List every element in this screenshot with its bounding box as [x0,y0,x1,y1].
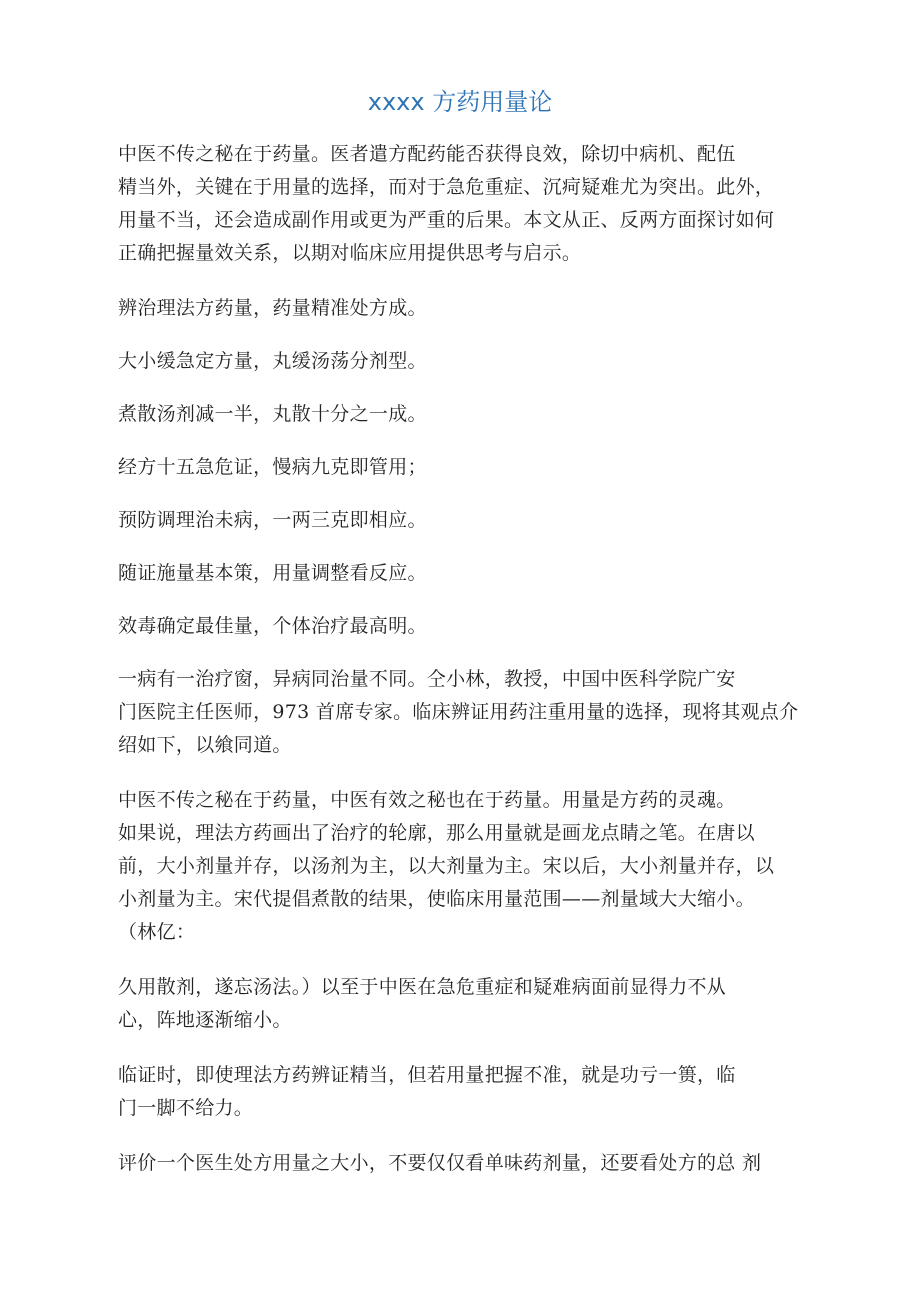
intro-paragraph [78,138,838,270]
text-line: 用量不当，还会造成副作用或更为严重的后果。本文从正、反两方面探讨如何 [118,209,775,231]
document-body [78,138,838,1180]
verse-line: 辨治理法方药量，药量精准处方成。 [118,297,427,319]
text-line: 小剂量为主。宋代提倡煮散的结果，使临床用量范围——剂量域大大缩小。 [118,888,755,910]
text-line: 门医院主任医师，973 首席专家。临床辨证用药注重用量的选择，现将其观点介 [118,701,799,723]
text-line: 中医不传之秘在于药量，中医有效之秘也在于药量。用量是方药的灵魂。 [118,789,736,811]
text-line: 中医不传之秘在于药量。医者遣方配药能否获得良效，除切中病机、配伍 [118,143,736,165]
powder-paragraph [78,971,838,1037]
verse-line: 煮散汤剂减一半，丸散十分之一成。 [118,403,427,425]
text-line: 绍如下，以飨同道。 [118,734,292,756]
verse-line: 大小缓急定方量，丸缓汤荡分剂型。 [118,350,427,372]
text-line: 精当外，关键在于用量的选择，而对于急危重症、沉疴疑难尤为突出。此外， [118,176,775,198]
text-line: 门一脚不给力。 [118,1097,254,1119]
verse-line: 随证施量基本策，用量调整看反应。 [118,562,427,584]
text-line: 久用散剂，遂忘汤法。）以至于中医在急危重症和疑难病面前显得力不从 [118,976,727,998]
dosage-soul-paragraph [78,784,838,949]
clinic-paragraph [78,1059,838,1125]
text-line: 临证时，即使理法方药辨证精当，但若用量把握不准，就是功亏一篑，临 [118,1064,736,1086]
text-line: 正确把握量效关系，以期对临床应用提供思考与启示。 [118,242,582,264]
text-line: 如果说，理法方药画出了治疗的轮廓，那么用量就是画龙点睛之笔。在唐以 [118,822,755,844]
text-line: 一病有一治疗窗，异病同治量不同。仝小林，教授，中国中医科学院广安 [118,668,736,690]
document-title: xxxx 方药用量论 [367,88,553,116]
verse-line: 效毒确定最佳量，个体治疗最高明。 [118,615,427,637]
verse-line: 经方十五急危证，慢病九克即管用； [118,456,427,478]
verse-line: 预防调理治未病，一两三克即相应。 [118,509,427,531]
evaluate-paragraph: 评价一个医生处方用量之大小，不要仅仅看单味药剂量，还要看处方的总 剂 [118,1152,762,1174]
text-line: 前，大小剂量并存，以汤剂为主，以大剂量为主。宋以后，大小剂量并存，以 [118,855,775,877]
text-line: 心，阵地逐渐缩小。 [118,1009,292,1031]
author-paragraph [78,663,838,762]
text-line: （林亿： [118,921,196,943]
